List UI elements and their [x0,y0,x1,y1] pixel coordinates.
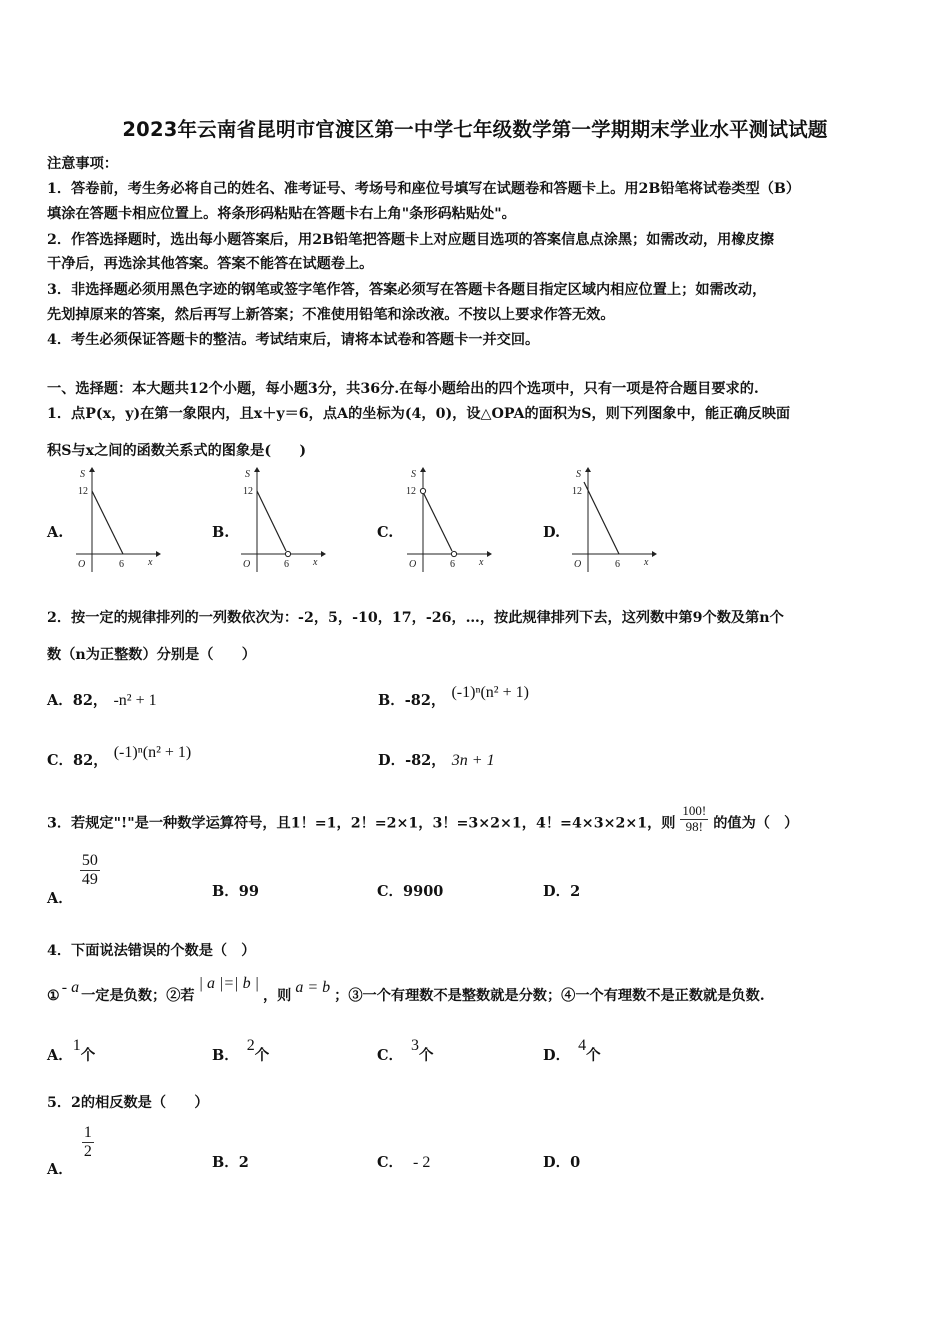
q1-option-c-label: C. [377,524,394,541]
graph-6-label: 6 [284,559,289,570]
notice-line: 1．答卷前，考生务必将自己的姓名、准考证号、考场号和座位号填写在试题卷和答题卡上。用2B铅笔将试卷类型（B） [47,181,801,197]
graph-o-label: O [574,559,582,570]
graph-s-label: S [80,469,85,480]
q4-option-b [212,1037,270,1065]
graph-6-label: 6 [450,559,455,570]
q3-option-a-frac [80,852,100,890]
q4-option-d-num: 4 [578,1037,587,1054]
q2-option-a [47,689,157,710]
q1-graph-b [231,466,327,574]
q4-option-b-num: 2 [246,1037,255,1054]
q2-option-c [47,744,192,770]
section-heading: 一、选择题：本大题共12个小题，每小题3分，共36分.在每小题给出的四个选项中，只有一项是符合题目要求的. [47,381,759,397]
q3-option-b: B．99 [212,883,259,900]
q3-fraction [680,804,708,835]
q4-option-a-label: A． [47,1047,73,1064]
notice-line: 2．作答选择题时，选出每小题答案后，用2B铅笔把答题卡上对应题目选项的答案信息点涂黑；如需改动，用橡皮擦 [47,232,774,248]
q1-graph-d [562,466,658,574]
q4-option-c [377,1037,434,1065]
graph-s-label: S [245,469,250,480]
q2-stem: 2．按一定的规律排列的一列数依次为：-2，5，-10，17，-26，…，按此规律排列下去，这列数中第9个数及第n个 [47,610,784,626]
graph-x-label: x [313,557,318,568]
q5-a-num: 1 [82,1124,94,1143]
q4-s4: ；③一个有理数不是整数就是分数；④一个有理数不是正数就是负数. [334,988,765,1004]
q2-option-a-label: A．82， [47,692,108,709]
graph-o-label: O [409,559,417,570]
q3-option-a-label: A． [47,889,73,907]
q2-option-b-expr: (-1)ⁿ(n² + 1) [451,684,529,701]
q1-stem-2: 积S与x之间的函数关系式的图象是( ) [47,443,307,459]
q5-option-a-frac [82,1124,94,1162]
q4-s3-expr: a = b [295,979,331,996]
q2-option-d-label: D．-82， [378,752,446,769]
graph-x-label: x [479,557,484,568]
q4-s3: ，则 [262,988,292,1004]
q4-option-d [543,1037,601,1065]
q4-statements [47,975,765,1005]
q4-s1-expr: - a [61,979,80,996]
q2-option-b [378,684,529,710]
notice-line: 3．非选择题必须用黑色字迹的钢笔或签字笔作答，答案必须写在答题卡各题目指定区域内相应位置上；如需改动， [47,282,767,298]
q1-option-a-label: A. [47,524,64,541]
q4-option-d-label: D． [543,1047,571,1064]
notice-line: 干净后，再选涂其他答案。答案不能答在试题卷上。 [47,256,374,272]
graph-x-label: x [148,557,153,568]
q4-option-a-num: 1 [72,1037,81,1054]
q2-option-c-label: C．82， [47,752,108,769]
q4-option-c-label: C． [377,1047,404,1064]
graph-6-label: 6 [119,559,124,570]
q5-option-a-label: A． [47,1160,73,1178]
q4-option-b-label: B． [212,1047,239,1064]
q4-option-d-unit: 个 [586,1047,601,1064]
q4-stem: 4．下面说法错误的个数是（ ） [47,943,256,959]
q5-a-den: 2 [83,1143,92,1161]
q1-option-b-label: B. [212,524,230,541]
q3-a-den: 49 [81,871,98,889]
q3-a-num: 50 [80,852,100,871]
q3-option-a [47,852,98,907]
graph-x-label: x [644,557,649,568]
q3-option-c: C．9900 [377,883,444,900]
q3-stem-text: 3．若规定"!"是一种数学运算符号，且1！=1，2！=2×1，3！=3×2×1，4！=4×3×2×1，则 [47,815,676,832]
q5-option-c-label: C． [377,1154,404,1171]
graph-s-label: S [576,469,581,480]
q3-frac-num: 100! [682,803,707,818]
q4-option-c-num: 3 [411,1037,420,1054]
q5-option-c-expr: - 2 [413,1154,431,1171]
q4-option-a [47,1037,96,1065]
graph-6-label: 6 [615,559,620,570]
graph-o-label: O [78,559,86,570]
q3-option-d: D．2 [543,883,581,900]
q4-s1: ① [47,988,60,1004]
q2-option-b-label: B．-82， [378,692,446,709]
q2-option-c-expr: (-1)ⁿ(n² + 1) [113,744,192,761]
page-title: 2023年云南省昆明市官渡区第一中学七年级数学第一学期期末学业水平测试试题 [122,118,828,141]
q2-stem-2: 数（n为正整数）分别是（ ） [47,647,256,663]
graph-12-label: 12 [406,486,416,497]
q5-option-d: D．0 [543,1154,581,1171]
q4-s2: 一定是负数；②若 [81,988,195,1004]
q4-option-c-unit: 个 [419,1047,434,1064]
graph-12-label: 12 [572,486,582,497]
notice-heading: 注意事项： [47,156,118,172]
q3-frac-den: 98! [685,818,704,834]
q1-stem: 1．点P(x，y)在第一象限内，且x＋y＝6，点A的坐标为(4，0)，设△OPA的面积为S，则下列图象中，能正确反映面 [47,406,791,422]
q1-option-d-label: D. [543,524,561,541]
q1-graph-a [66,466,162,574]
q4-s2-expr: | a |=| b | [198,975,259,992]
q2-option-d-expr: 3n + 1 [451,752,495,769]
q3-stem-after: 的值为（ ） [713,815,799,832]
notice-line: 4．考生必须保证答题卡的整洁。考试结束后，请将本试卷和答题卡一并交回。 [47,332,540,348]
notice-line: 填涂在答题卡相应位置上。将条形码粘贴在答题卡右上角"条形码粘贴处"。 [47,206,516,222]
q5-option-a [47,1124,92,1178]
q2-option-d [378,749,495,770]
graph-12-label: 12 [243,486,253,497]
q5-stem: 5．2的相反数是（ ） [47,1095,209,1111]
graph-12-label: 12 [78,486,88,497]
graph-s-label: S [411,469,416,480]
notice-line: 先划掉原来的答案，然后再写上新答案；不准使用铅笔和涂改液。不按以上要求作答无效。 [47,307,615,323]
graph-o-label: O [243,559,251,570]
q3-stem [47,803,799,839]
q5-option-c [377,1151,430,1172]
q4-option-b-unit: 个 [254,1047,270,1064]
q5-option-b: B．2 [212,1154,249,1171]
q1-graph-c [397,466,493,574]
q2-option-a-expr: -n² + 1 [113,692,157,709]
q4-option-a-unit: 个 [80,1047,96,1064]
